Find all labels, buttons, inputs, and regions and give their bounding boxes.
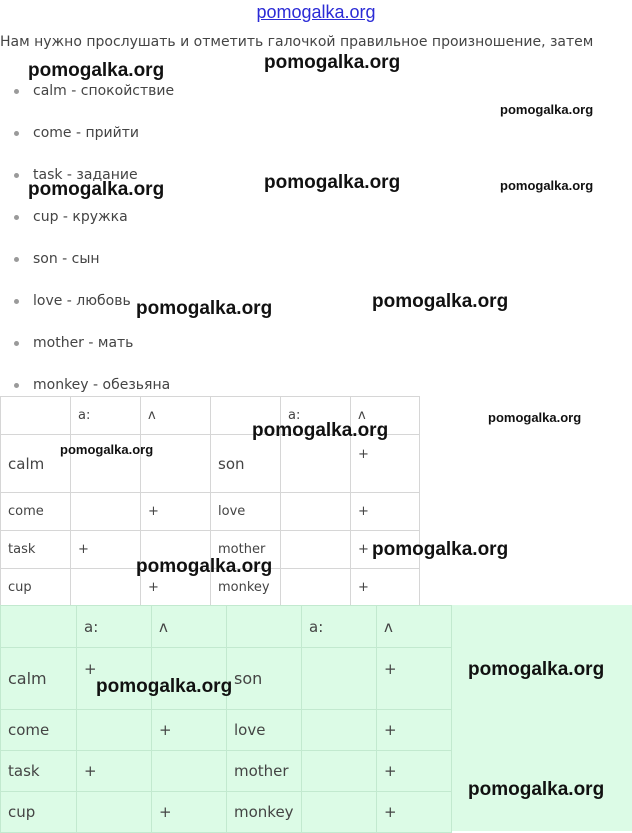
watermark: pomogalka.org — [488, 410, 582, 425]
table-cell: + — [152, 792, 227, 833]
table-cell: + — [77, 751, 152, 792]
word-text: task - задание — [33, 167, 138, 183]
table-cell: love — [227, 710, 302, 751]
word-text: monkey - обезьяна — [33, 377, 171, 393]
table-row — [1, 493, 420, 531]
table-cell: + — [377, 648, 452, 710]
table-cell — [227, 606, 302, 648]
intro-text: Нам нужно прослушать и отметить галочкой правильное произношение, затем — [0, 34, 594, 50]
table-cell: + — [351, 569, 420, 607]
table-header-row — [1, 606, 452, 648]
word-text: calm - спокойствие — [33, 83, 175, 99]
word-text: cup - кружка — [33, 209, 128, 225]
table-cell: + — [141, 493, 211, 531]
word-text: mother - мать — [33, 335, 134, 351]
table-row — [1, 751, 452, 792]
word-text: love - любовь — [33, 293, 131, 309]
table-row — [1, 710, 452, 751]
bullet-icon — [14, 257, 19, 262]
table-cell: task — [1, 531, 71, 569]
table-cell — [71, 493, 141, 531]
table-cell: cup — [1, 569, 71, 607]
table-cell: monkey — [227, 792, 302, 833]
answer-table-green — [0, 605, 452, 833]
table-cell: task — [1, 751, 77, 792]
watermark: pomogalka.org — [60, 442, 154, 457]
watermark: pomogalka.org — [136, 556, 273, 577]
table-cell: + — [152, 710, 227, 751]
table-cell: a: — [77, 606, 152, 648]
watermark: pomogalka.org — [372, 539, 509, 560]
word-list — [14, 70, 174, 406]
bullet-icon — [14, 89, 19, 94]
table-cell: + — [377, 710, 452, 751]
table-cell — [302, 751, 377, 792]
table-cell — [1, 606, 77, 648]
bullet-icon — [14, 383, 19, 388]
table-cell — [1, 397, 71, 435]
table-cell: monkey — [211, 569, 281, 607]
table-cell: ʌ — [377, 606, 452, 648]
bullet-icon — [14, 215, 19, 220]
table-cell: + — [351, 493, 420, 531]
watermark: pomogalka.org — [372, 291, 509, 312]
table-cell — [302, 710, 377, 751]
table-cell: + — [71, 531, 141, 569]
watermark: pomogalka.org — [28, 60, 165, 81]
list-item — [14, 322, 174, 364]
table-cell: mother — [211, 531, 281, 569]
table-cell — [281, 435, 351, 493]
table-cell: son — [211, 435, 281, 493]
watermark: pomogalka.org — [468, 659, 605, 680]
site-header[interactable]: pomogalka.org — [256, 2, 376, 22]
watermark: pomogalka.org — [252, 420, 389, 441]
watermark: pomogalka.org — [96, 676, 233, 697]
table-cell — [281, 493, 351, 531]
table-cell: + — [351, 531, 420, 569]
watermark: pomogalka.org — [264, 172, 401, 193]
table-cell: ʌ — [351, 397, 420, 435]
table-cell: ʌ — [141, 397, 211, 435]
table-cell: mother — [227, 751, 302, 792]
table-cell: calm — [1, 435, 71, 493]
table-cell: calm — [1, 648, 77, 710]
watermark: pomogalka.org — [500, 102, 594, 117]
watermark: pomogalka.org — [264, 52, 401, 73]
word-text: come - прийти — [33, 125, 139, 141]
table-cell: + — [141, 569, 211, 607]
table-cell: + — [77, 648, 152, 710]
word-text: son - сын — [33, 251, 100, 267]
table-cell: come — [1, 493, 71, 531]
bullet-icon — [14, 341, 19, 346]
bullet-icon — [14, 131, 19, 136]
table-cell — [302, 792, 377, 833]
table-cell: a: — [302, 606, 377, 648]
table-cell — [71, 569, 141, 607]
table-cell: + — [351, 435, 420, 493]
table-cell: + — [377, 751, 452, 792]
table-cell: a: — [71, 397, 141, 435]
table-cell: cup — [1, 792, 77, 833]
table-cell: son — [227, 648, 302, 710]
table-cell: come — [1, 710, 77, 751]
table-cell: + — [377, 792, 452, 833]
table-cell — [77, 792, 152, 833]
table-cell — [302, 648, 377, 710]
table-cell — [152, 751, 227, 792]
table-cell: ʌ — [152, 606, 227, 648]
bullet-icon — [14, 173, 19, 178]
table-cell — [281, 531, 351, 569]
watermark: pomogalka.org — [468, 779, 605, 800]
list-item — [14, 196, 174, 238]
bullet-icon — [14, 299, 19, 304]
list-item — [14, 238, 174, 280]
table-row — [1, 792, 452, 833]
watermark: pomogalka.org — [28, 179, 165, 200]
table-cell — [77, 710, 152, 751]
table-cell: love — [211, 493, 281, 531]
list-item — [14, 112, 174, 154]
watermark: pomogalka.org — [136, 298, 273, 319]
table-cell — [281, 569, 351, 607]
table-cell: a: — [281, 397, 351, 435]
watermark: pomogalka.org — [500, 178, 594, 193]
